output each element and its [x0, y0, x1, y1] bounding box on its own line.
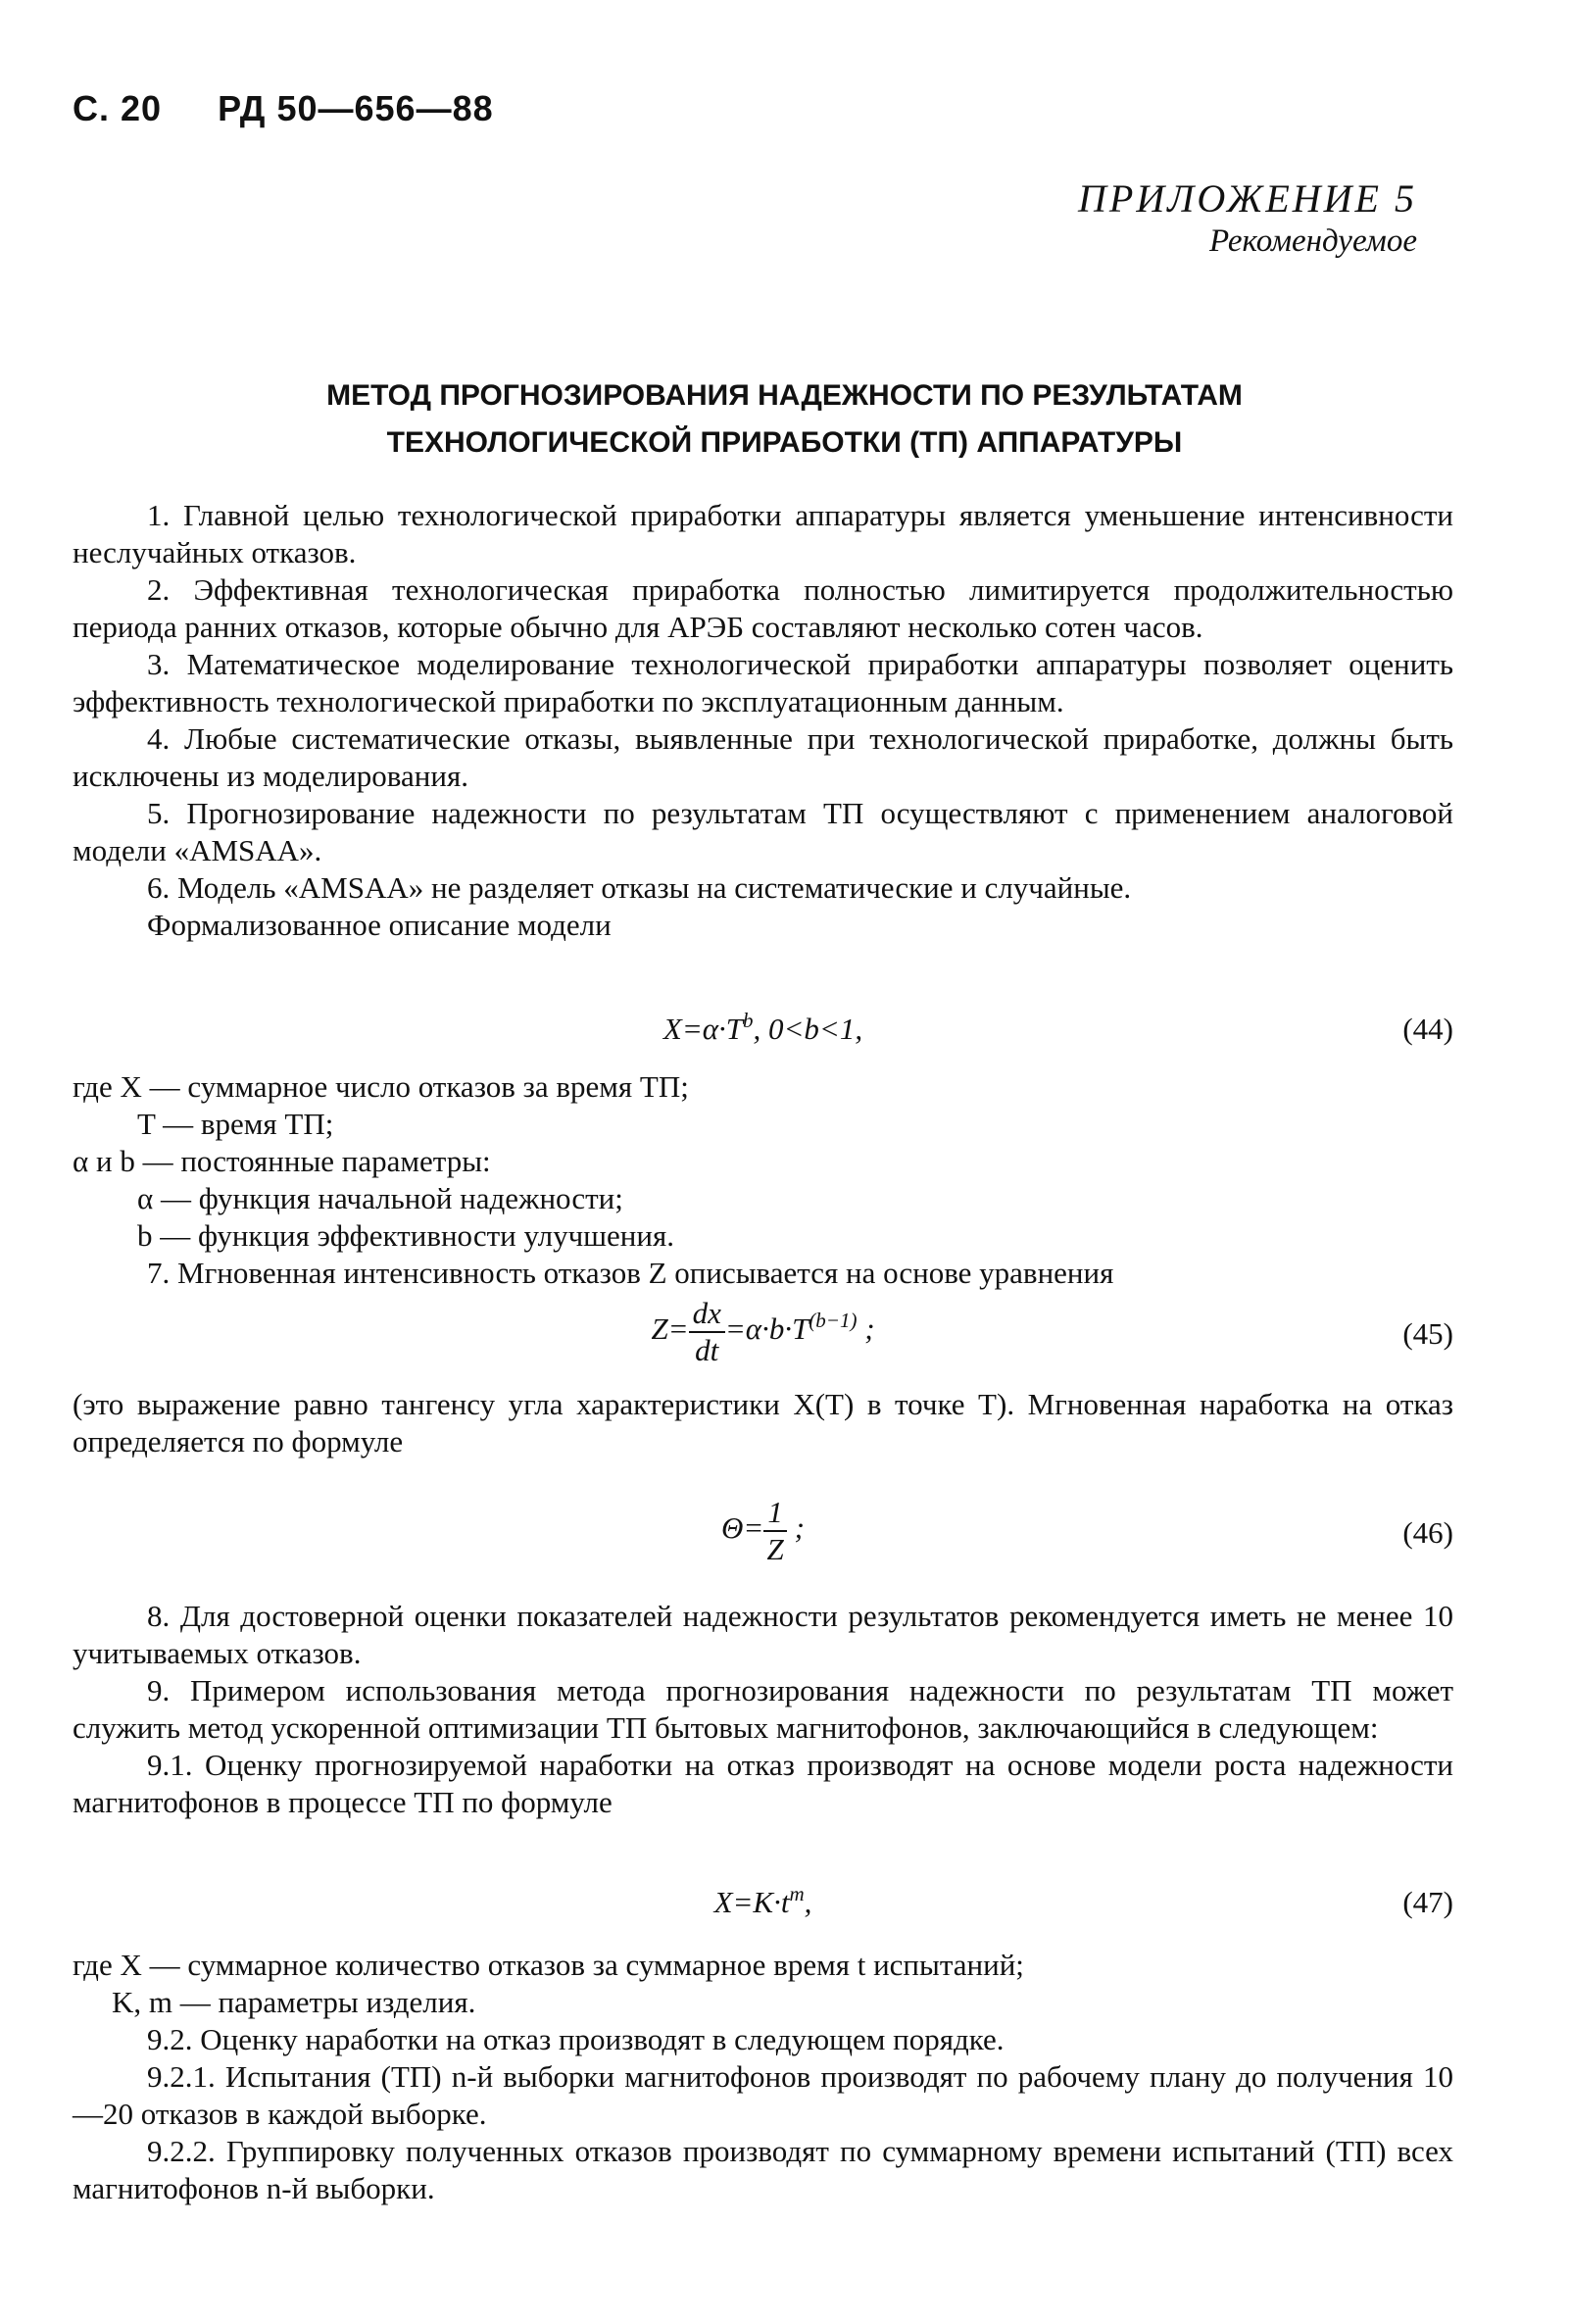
equation-44: [73, 1011, 1453, 1062]
where-x-2: где X — суммарное количество отказов за суммарное время t испытаний;: [73, 1948, 1024, 1982]
equation-45-block: [73, 1296, 1453, 1374]
paragraph-9: 9. Примером использования метода прогнозирования надежности по результатам ТП может служить метод ускоренной оптимизации ТП бытовых магнитофонов, заключающийся в следующем:: [73, 1673, 1453, 1745]
paragraph-9-1: 9.1. Оценку прогнозируемой наработки на отказ производят на основе модели роста надежности магнитофонов в процессе ТП по формуле: [73, 1748, 1453, 1819]
equation-47-block: [73, 1884, 1453, 1935]
equation-46: [73, 1495, 1453, 1573]
paragraph-7: 7. Мгновенная интенсивность отказов Z описывается на основе уравнения: [147, 1256, 1114, 1290]
eq47-number: (47): [1402, 1885, 1453, 1919]
equation-44-block: [73, 1011, 1453, 1062]
eq44-lhs: X=α·T: [662, 1012, 744, 1046]
where-params: α и b — постоянные параметры:: [73, 1144, 491, 1178]
title-line-1: МЕТОД ПРОГНОЗИРОВАНИЯ НАДЕЖНОСТИ ПО РЕЗУЛЬТАТАМ: [326, 379, 1243, 412]
body-part-1: [73, 497, 1453, 944]
paragraph-6: 6. Модель «AMSAA» не разделяет отказы на систематические и случайные.: [147, 870, 1132, 905]
document-code: РД 50—656—88: [218, 88, 494, 128]
appendix-status: Рекомендуемое: [1208, 223, 1417, 259]
paragraph-9-2-2: 9.2.2. Группировку полученных отказов производят по суммарному времени испытаний (ТП) всех магнитофонов n-й выборки.: [73, 2134, 1453, 2205]
eq47-lhs: X=K·t: [713, 1885, 790, 1919]
paragraph-8: 8. Для достоверной оценки показателей надежности результатов рекомендуется иметь не менее 10 учитываемых отказов.: [73, 1599, 1453, 1670]
eq45-fraction: [689, 1296, 725, 1368]
page-number: С. 20: [73, 88, 163, 128]
where-t: T — время ТП;: [137, 1107, 334, 1141]
paragraph-3: 3. Математическое моделирование технологической приработки аппаратуры позволяет оценить эффективность технологической приработки по эксплуатационным данным.: [73, 647, 1453, 718]
equation-46-block: [73, 1495, 1453, 1573]
eq47-exp: m: [789, 1882, 805, 1905]
paragraph-5: 5. Прогнозирование надежности по результатам ТП осуществляют с применением аналоговой модели «AMSAA».: [73, 796, 1453, 867]
body-part-3: [73, 1386, 1453, 1460]
where-b: b — функция эффективности улучшения.: [137, 1218, 674, 1253]
eq45-rhs: =α·b·T: [724, 1311, 809, 1347]
paragraph-9-2: 9.2. Оценку наработки на отказ производят в следующем порядке.: [147, 2022, 1005, 2056]
eq45-exp: (b−1): [809, 1309, 858, 1333]
where-x: где X — суммарное число отказов за время ТП;: [73, 1069, 689, 1104]
paragraph-4: 4. Любые систематические отказы, выявленные при технологической приработке, должны быть исключены из моделирования.: [73, 721, 1453, 793]
where-alpha: α — функция начальной надежности;: [137, 1181, 623, 1215]
equation-45: [73, 1296, 1453, 1374]
title-line-2: ТЕХНОЛОГИЧЕСКОЙ ПРИРАБОТКИ (ТП) АППАРАТУРЫ: [386, 426, 1183, 459]
paragraph-9-2-1: 9.2.1. Испытания (ТП) n-й выборки магнитофонов производят по рабочему плану до получения 10—20 отказов в каждой выборке.: [73, 2059, 1453, 2131]
eq45-lhs: Z=: [651, 1311, 689, 1347]
eq45-tail: ;: [857, 1311, 875, 1347]
body-part-5: [73, 1947, 1453, 2207]
body-part-4: [73, 1598, 1453, 1821]
paragraph-1: 1. Главной целью технологической приработки аппаратуры является уменьшение интенсивности неслучайных отказов.: [73, 498, 1453, 569]
eq46-tail: ;: [786, 1510, 805, 1546]
paragraph-6-cont: Формализованное описание модели: [147, 908, 612, 942]
eq46-lhs: Θ=: [721, 1510, 764, 1546]
where-k-m: K, m — параметры изделия.: [112, 1985, 476, 2019]
eq45-number: (45): [1402, 1316, 1453, 1351]
equation-47: [73, 1884, 1453, 1935]
body-part-2: [73, 1068, 1453, 1292]
eq46-numerator: 1: [763, 1495, 787, 1532]
paragraph-2: 2. Эффективная технологическая приработка полностью лимитируется продолжительностью периода ранних отказов, которые обычно для АРЭБ составляют несколько сотен часов.: [73, 572, 1453, 644]
eq46-fraction: [763, 1495, 787, 1567]
eq44-exp: b: [743, 1009, 754, 1032]
paragraph-7-cont: (это выражение равно тангенсу угла характеристики X(T) в точке T). Мгновенная наработка на отказ определяется по формуле: [73, 1387, 1453, 1459]
eq46-number: (46): [1402, 1515, 1453, 1550]
eq44-rhs: , 0<b<1,: [753, 1012, 863, 1046]
appendix-label: ПРИЛОЖЕНИЕ 5: [1078, 176, 1417, 221]
eq45-numerator: dx: [689, 1296, 725, 1333]
eq46-denominator: Z: [766, 1532, 784, 1566]
eq45-denominator: dt: [695, 1333, 719, 1367]
eq44-number: (44): [1402, 1012, 1453, 1046]
eq47-tail: ,: [804, 1885, 812, 1919]
appendix-block: [1078, 176, 1417, 261]
page-header: [73, 88, 494, 129]
document-title: [157, 372, 1412, 467]
